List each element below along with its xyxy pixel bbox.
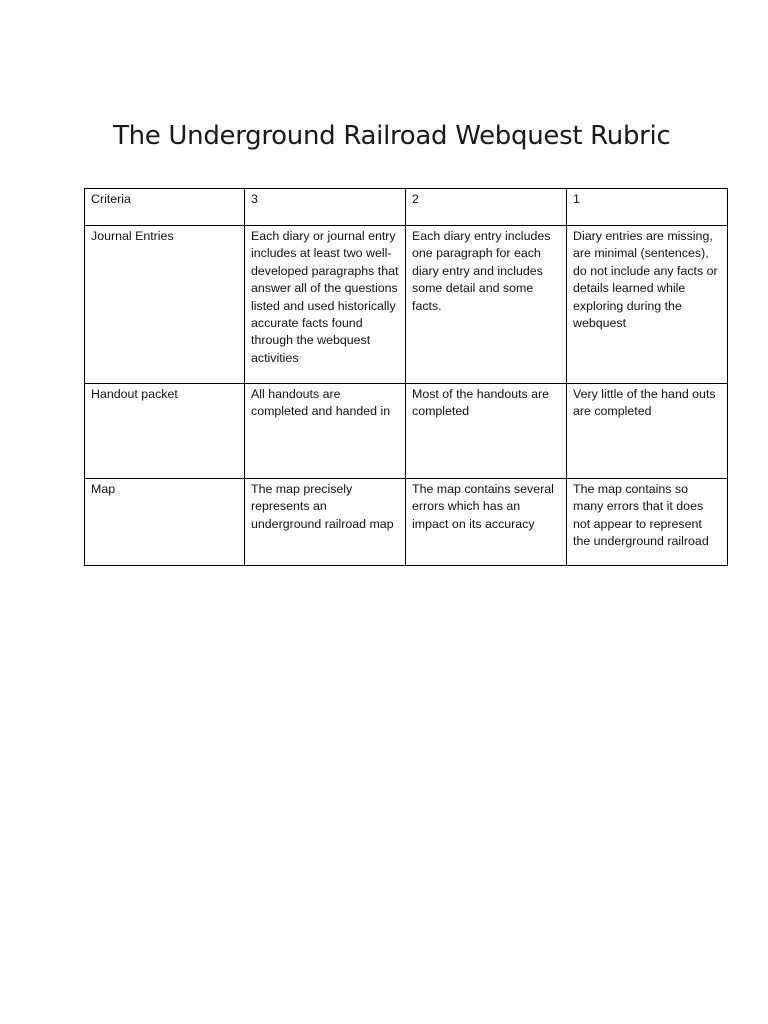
score-1-cell	[567, 479, 728, 566]
score-2-cell	[406, 384, 567, 479]
header-label: 3	[251, 192, 258, 206]
criteria-label: Map	[91, 482, 116, 496]
criteria-cell	[85, 226, 245, 384]
score-description: Very little of the hand outs are completed	[573, 387, 716, 419]
table-header-row	[85, 189, 728, 226]
score-1-cell	[567, 226, 728, 384]
header-cell-score-2	[406, 189, 567, 226]
score-description: Diary entries are missing, are minimal (sentences), do not include any facts or details learned while exploring during the webquest	[573, 229, 718, 331]
score-1-cell	[567, 384, 728, 479]
criteria-label: Handout packet	[91, 387, 178, 401]
header-cell-criteria	[85, 189, 245, 226]
table-row	[85, 479, 728, 566]
rubric-table	[84, 188, 728, 566]
score-description: Each diary entry includes one paragraph for each diary entry and includes some detail and some facts.	[412, 229, 551, 313]
score-description: Each diary or journal entry includes at least two well-developed paragraphs that answer all of the questions listed and used historically accurate facts found through the webquest activities	[251, 229, 399, 365]
score-3-cell	[245, 384, 406, 479]
document-title: The Underground Railroad Webquest Rubric	[113, 121, 671, 151]
score-description: The map precisely represents an underground railroad map	[251, 482, 394, 531]
header-cell-score-1	[567, 189, 728, 226]
criteria-label: Journal Entries	[91, 229, 174, 243]
score-2-cell	[406, 479, 567, 566]
score-description: The map contains so many errors that it does not appear to represent the underground railroad	[573, 482, 709, 549]
criteria-cell	[85, 479, 245, 566]
score-description: All handouts are completed and handed in	[251, 387, 391, 419]
score-description: The map contains several errors which has an impact on its accuracy	[412, 482, 554, 531]
score-3-cell	[245, 226, 406, 384]
header-label: 1	[573, 192, 580, 206]
score-3-cell	[245, 479, 406, 566]
header-cell-score-3	[245, 189, 406, 226]
score-description: Most of the handouts are completed	[412, 387, 550, 419]
table-row	[85, 226, 728, 384]
header-label: Criteria	[91, 192, 131, 206]
criteria-cell	[85, 384, 245, 479]
header-label: 2	[412, 192, 419, 206]
score-2-cell	[406, 226, 567, 384]
table-row	[85, 384, 728, 479]
